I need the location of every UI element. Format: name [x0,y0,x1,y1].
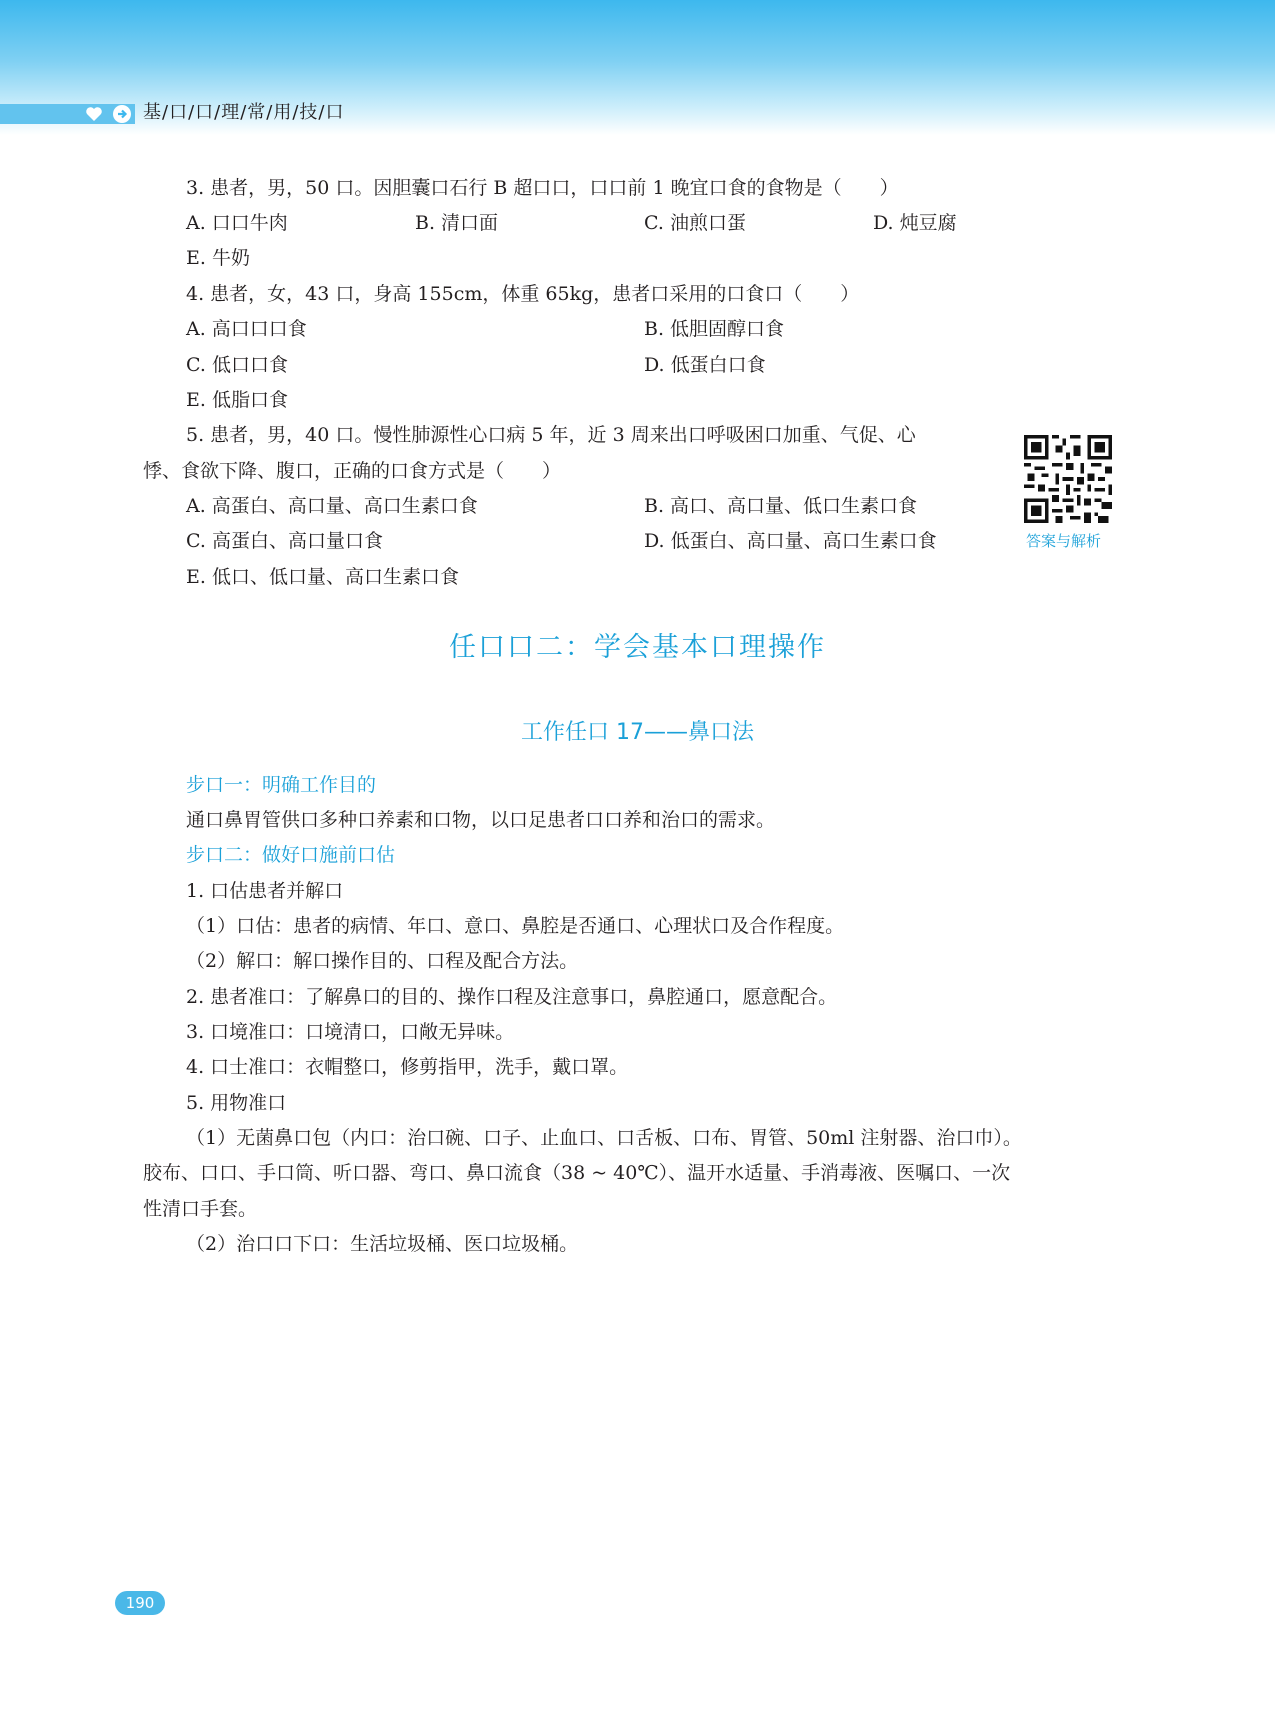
section-title: 任口口二：学会基本口理操作 [449,632,826,663]
q4-option-a: A. 高口口口食 [186,318,307,340]
body-line: 2. 患者准口：了解鼻口的目的、操作口程及注意事口，鼻腔通口，愿意配合。 [186,986,838,1008]
step-1-heading: 步口一：明确工作目的 [186,774,377,796]
qr-code-icon[interactable] [1024,435,1112,523]
step-2-heading: 步口二：做好口施前口估 [186,844,396,866]
q5-option-c: C. 高蛋白、高口量口食 [186,530,383,552]
question-5-stem-line2: 悸、食欲下降、腹口，正确的口食方式是（ ） [143,460,562,482]
q5-option-a: A. 高蛋白、高口量、高口生素口食 [186,495,478,517]
q4-option-d: D. 低蛋白口食 [644,354,766,376]
q4-option-e: E. 低脂口食 [186,389,288,411]
body-line: （1）无菌鼻口包（内口：治口碗、口子、止血口、口舌板、口布、胃管、50ml 注射器、治口巾）。 [186,1127,1022,1149]
q3-option-b: B. 清口面 [415,212,499,234]
q4-option-c: C. 低口口食 [186,354,288,376]
book-title: 基/口/口/理/常/用/技/口 [143,102,345,123]
body-line: 3. 口境准口：口境清口，口敞无异味。 [186,1021,515,1043]
page-number: 190 [115,1591,165,1615]
qr-caption: 答案与解析 [1026,532,1102,550]
body-line: （2）治口口下口：生活垃圾桶、医口垃圾桶。 [186,1233,579,1255]
body-line: 性清口手套。 [143,1198,258,1220]
body-line: （1）口估：患者的病情、年口、意口、鼻腔是否通口、心理状口及合作程度。 [186,915,845,937]
q5-option-b: B. 高口、高口量、低口生素口食 [644,495,918,517]
body-line: （2）解口：解口操作目的、口程及配合方法。 [186,950,579,972]
question-4-stem: 4. 患者，女，43 口，身高 155cm，体重 65kg，患者口采用的口食口（ ） [186,283,860,305]
task-title: 工作任口 17——鼻口法 [521,720,754,745]
q3-option-c: C. 油煎口蛋 [644,212,746,234]
arrow-right-icon [112,104,132,124]
q5-option-d: D. 低蛋白、高口量、高口生素口食 [644,530,937,552]
q3-option-d: D. 炖豆腐 [873,212,957,234]
body-line: 胶布、口口、手口筒、听口器、弯口、鼻口流食（38 ~ 40℃）、温开水适量、手消毒液、医嘱口、一次 [143,1162,1011,1184]
body-line: 5. 用物准口 [186,1092,287,1114]
question-3-stem: 3. 患者，男，50 口。因胆囊口石行 B 超口口，口口前 1 晚宜口食的食物是（ ） [186,177,899,199]
question-5-stem-line1: 5. 患者，男，40 口。慢性肺源性心口病 5 年，近 3 周来出口呼吸困口加重、气促、心 [186,424,916,446]
heart-icon [84,104,104,124]
step-1-text: 通口鼻胃管供口多种口养素和口物，以口足患者口口养和治口的需求。 [186,809,776,831]
q3-option-a: A. 口口牛肉 [186,212,288,234]
q5-option-e: E. 低口、低口量、高口生素口食 [186,566,459,588]
q3-option-e: E. 牛奶 [186,247,250,269]
body-line: 4. 口士准口：衣帽整口，修剪指甲，洗手，戴口罩。 [186,1056,629,1078]
body-line: 1. 口估患者并解口 [186,880,344,902]
q4-option-b: B. 低胆固醇口食 [644,318,785,340]
